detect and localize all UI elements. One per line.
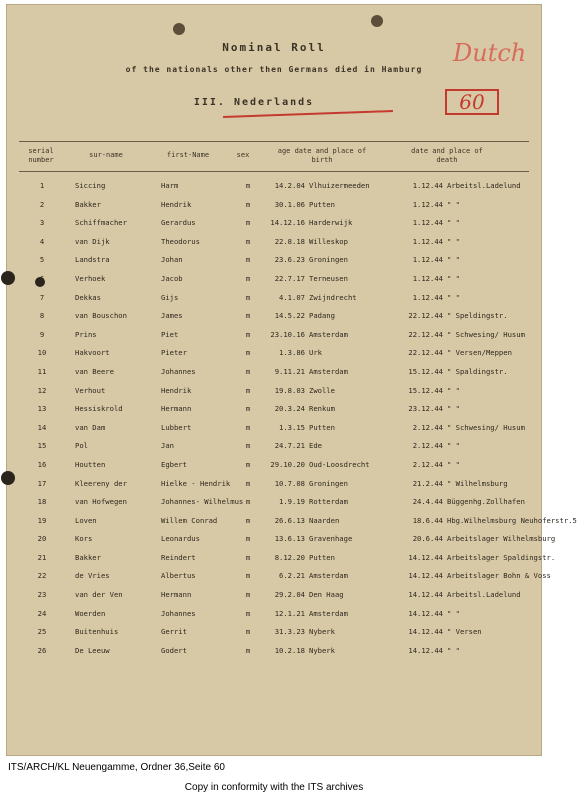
cell-surname: Prins	[75, 329, 97, 339]
page-number-box: 60	[445, 89, 499, 115]
cell-firstname: Hermann	[161, 590, 192, 600]
cell-sex: m	[245, 329, 251, 339]
cell-serial: 16	[37, 459, 47, 469]
cell-birth-date: 31.3.23	[274, 627, 305, 637]
cell-birth-place: Oud-Loosdrecht	[309, 459, 370, 469]
cell-birth-date: 22.8.18	[274, 236, 305, 246]
cell-death-place: " "	[447, 236, 460, 246]
cell-serial: 6	[39, 273, 45, 283]
cell-death-date: 14.12.44	[408, 627, 443, 637]
cell-birth-place: Nyberk	[309, 627, 335, 637]
cell-sex: m	[245, 218, 251, 228]
cell-death-date: 22.12.44	[408, 329, 443, 339]
cell-surname: Dekkas	[75, 292, 101, 302]
table-row	[19, 419, 529, 438]
cell-death-date: 20.6.44	[412, 534, 443, 544]
header-sex: sex	[236, 151, 250, 159]
cell-death-date: 1.12.44	[412, 181, 443, 190]
cell-firstname: Johannes- Wilhelmus	[161, 497, 244, 507]
cell-birth-place: Amsterdam	[309, 571, 348, 581]
cell-firstname: Jacob	[161, 273, 183, 283]
cell-birth-date: 6.2.21	[279, 571, 305, 581]
cell-birth-date: 29.2.04	[274, 590, 305, 600]
cell-serial: 4	[39, 236, 45, 246]
table-row	[19, 512, 577, 531]
table-row	[19, 493, 529, 512]
cell-death-date: 1.12.44	[412, 292, 443, 302]
cell-surname: Siccing	[75, 181, 106, 190]
cell-death-date: 24.4.44	[412, 497, 443, 507]
table-row	[19, 289, 529, 308]
cell-serial: 25	[37, 627, 47, 637]
cell-sex: m	[245, 571, 251, 581]
cell-death-place: " "	[447, 608, 460, 618]
cell-surname: Bakker	[75, 552, 101, 562]
cell-sex: m	[245, 273, 251, 283]
cell-death-place: " "	[447, 255, 460, 265]
cell-firstname: Godert	[161, 645, 187, 655]
binder-mark	[1, 471, 15, 485]
cell-birth-date: 9.11.21	[274, 366, 305, 376]
cell-birth-date: 14.2.04	[274, 181, 305, 190]
cell-sex: m	[245, 292, 251, 302]
cell-birth-date: 10.2.18	[274, 645, 305, 655]
cell-firstname: Hielke - Hendrik	[161, 478, 231, 488]
cell-firstname: Jan	[161, 441, 174, 451]
cell-birth-date: 14.5.22	[274, 311, 305, 321]
cell-death-place: " Spaldingstr.	[447, 366, 508, 376]
cell-surname: Buitenhuis	[75, 627, 119, 637]
table-row	[19, 177, 529, 196]
cell-firstname: Hermann	[161, 404, 192, 414]
cell-serial: 11	[37, 366, 47, 376]
header-rule-top	[19, 141, 529, 142]
cell-birth-date: 26.6.13	[274, 515, 305, 525]
header-death: date and place of death	[411, 147, 483, 164]
cell-birth-date: 1.9.19	[279, 497, 305, 507]
table-row	[19, 586, 529, 605]
red-underline	[223, 110, 393, 118]
cell-death-date: 18.6.44	[412, 515, 443, 525]
cell-surname: van Dijk	[75, 236, 110, 246]
cell-birth-place: Padang	[309, 311, 335, 321]
table-row	[19, 456, 529, 475]
header-surname: sur-name	[89, 151, 123, 159]
document-subtitle: of the nationals other then Germans died in Hamburg	[125, 65, 423, 74]
cell-sex: m	[245, 590, 251, 600]
cell-death-date: 22.12.44	[408, 348, 443, 358]
cell-surname: Hessiskrold	[75, 404, 123, 414]
cell-death-place: " Versen/Meppen	[447, 348, 512, 358]
table-row	[19, 251, 529, 270]
table-row	[19, 437, 529, 456]
table-row	[19, 382, 529, 401]
cell-birth-place: Putten	[309, 199, 335, 209]
cell-serial: 24	[37, 608, 47, 618]
cell-death-place: " Schwesing/ Husum	[447, 329, 525, 339]
cell-death-date: 1.12.44	[412, 236, 443, 246]
cell-sex: m	[245, 478, 251, 488]
cell-firstname: Theodorus	[161, 236, 200, 246]
cell-birth-place: Nyberk	[309, 645, 335, 655]
cell-surname: Woerden	[75, 608, 106, 618]
cell-birth-place: Naarden	[309, 515, 340, 525]
cell-birth-date: 1.3.86	[279, 348, 305, 358]
cell-birth-date: 23.10.16	[270, 329, 305, 339]
cell-birth-place: Harderwijk	[309, 218, 353, 228]
table-row	[19, 642, 529, 661]
dutch-stamp: Dutch	[453, 39, 527, 67]
cell-death-place: " "	[447, 292, 460, 302]
cell-surname: Kleereny der	[75, 478, 127, 488]
cell-death-date: 14.12.44	[408, 608, 443, 618]
cell-death-date: 15.12.44	[408, 385, 443, 395]
header-serial: serial number	[28, 147, 54, 164]
cell-death-place: Arbeitslager Spaldingstr.	[447, 552, 556, 562]
cell-death-place: " "	[447, 218, 460, 228]
cell-serial: 3	[39, 218, 45, 228]
cell-sex: m	[245, 608, 251, 618]
cell-sex: m	[245, 236, 251, 246]
cell-birth-date: 20.3.24	[274, 404, 305, 414]
cell-serial: 1	[39, 181, 45, 190]
cell-serial: 15	[37, 441, 47, 451]
cell-death-place: Arbeitsl.Ladelund	[447, 590, 521, 600]
cell-birth-date: 13.6.13	[274, 534, 305, 544]
cell-sex: m	[245, 199, 251, 209]
cell-surname: van Bouschon	[75, 311, 127, 321]
cell-death-place: " "	[447, 273, 460, 283]
cell-serial: 19	[37, 515, 47, 525]
cell-death-place: " Schwesing/ Husum	[447, 422, 525, 432]
cell-death-date: 14.12.44	[408, 571, 443, 581]
cell-death-place: Büggenhg.Zollhafen	[447, 497, 525, 507]
cell-death-place: " "	[447, 404, 460, 414]
cell-death-place: " Versen	[447, 627, 482, 637]
roll-table	[19, 177, 577, 660]
document-title: Nominal Roll	[222, 41, 326, 54]
cell-surname: van Beere	[75, 366, 114, 376]
header-rule-bottom	[19, 171, 529, 172]
cell-surname: Landstra	[75, 255, 110, 265]
cell-sex: m	[245, 515, 251, 525]
table-row	[19, 623, 529, 642]
table-row	[19, 530, 556, 549]
cell-firstname: Egbert	[161, 459, 187, 469]
punch-hole	[371, 15, 383, 27]
cell-firstname: Willem Conrad	[161, 515, 218, 525]
cell-surname: De Leeuw	[75, 645, 110, 655]
cell-surname: Kors	[75, 534, 93, 544]
table-row	[19, 326, 529, 345]
cell-death-place: " Speldingstr.	[447, 311, 508, 321]
cell-surname: Loven	[75, 515, 97, 525]
cell-firstname: Hendrik	[161, 385, 192, 395]
cell-firstname: Lubbert	[161, 422, 192, 432]
cell-serial: 17	[37, 478, 47, 488]
cell-birth-place: Terneusen	[309, 273, 348, 283]
cell-birth-place: Rotterdam	[309, 497, 348, 507]
cell-birth-place: Gravenhage	[309, 534, 353, 544]
cell-death-date: 1.12.44	[412, 218, 443, 228]
cell-surname: Hakvoort	[75, 348, 110, 358]
cell-death-date: 2.12.44	[412, 459, 443, 469]
cell-birth-date: 12.1.21	[274, 608, 305, 618]
cell-surname: Verhout	[75, 385, 106, 395]
cell-death-date: 1.12.44	[412, 273, 443, 283]
table-row	[19, 233, 529, 252]
cell-death-date: 1.12.44	[412, 255, 443, 265]
cell-sex: m	[245, 422, 251, 432]
cell-firstname: Johannes	[161, 608, 196, 618]
cell-serial: 26	[37, 645, 47, 655]
binder-mark	[1, 271, 15, 285]
cell-death-date: 22.12.44	[408, 311, 443, 321]
cell-birth-place: Ede	[309, 441, 322, 451]
table-row	[19, 214, 529, 233]
cell-sex: m	[245, 255, 251, 265]
cell-sex: m	[245, 181, 251, 190]
cell-sex: m	[245, 645, 251, 655]
cell-surname: van Hofwegen	[75, 497, 127, 507]
cell-death-date: 14.12.44	[408, 552, 443, 562]
cell-death-date: 1.12.44	[412, 199, 443, 209]
cell-serial: 12	[37, 385, 47, 395]
cell-birth-place: Zwijndrecht	[309, 292, 357, 302]
cell-birth-place: Putten	[309, 422, 335, 432]
table-row	[19, 307, 529, 326]
cell-firstname: Johannes	[161, 366, 196, 376]
cell-serial: 20	[37, 534, 47, 544]
table-row	[19, 270, 529, 289]
header-firstname: first-Name	[166, 151, 210, 159]
cell-sex: m	[245, 366, 251, 376]
cell-birth-date: 4.1.07	[279, 292, 305, 302]
cell-firstname: Albertus	[161, 571, 196, 581]
cell-birth-date: 10.7.08	[274, 478, 305, 488]
section-heading: III. Nederlands	[193, 97, 315, 108]
cell-death-date: 21.2.44	[412, 478, 443, 488]
cell-serial: 2	[39, 199, 45, 209]
cell-death-place: " "	[447, 459, 460, 469]
cell-serial: 8	[39, 311, 45, 321]
cell-birth-date: 24.7.21	[274, 441, 305, 451]
cell-birth-place: Amsterdam	[309, 329, 348, 339]
cell-serial: 14	[37, 422, 47, 432]
cell-firstname: Harm	[161, 181, 179, 190]
cell-surname: Schiffmacher	[75, 218, 127, 228]
cell-birth-place: Groningen	[309, 255, 348, 265]
cell-death-place: " "	[447, 441, 460, 451]
cell-death-date: 23.12.44	[408, 404, 443, 414]
table-row	[19, 567, 551, 586]
cell-sex: m	[245, 311, 251, 321]
cell-firstname: Reindert	[161, 552, 196, 562]
cell-death-place: Arbeitsl.Ladelund	[447, 181, 521, 190]
table-row	[19, 605, 529, 624]
cell-serial: 9	[39, 329, 45, 339]
cell-death-date: 2.12.44	[412, 422, 443, 432]
cell-serial: 23	[37, 590, 47, 600]
cell-sex: m	[245, 404, 251, 414]
cell-death-place: " "	[447, 199, 460, 209]
cell-sex: m	[245, 534, 251, 544]
cell-birth-date: 19.8.03	[274, 385, 305, 395]
cell-death-place: Arbeitslager Wilhelmsburg	[447, 534, 556, 544]
cell-birth-place: Putten	[309, 552, 335, 562]
cell-birth-place: Groningen	[309, 478, 348, 488]
document-sheet	[6, 4, 577, 756]
cell-sex: m	[245, 552, 251, 562]
cell-surname: van Dam	[75, 422, 106, 432]
cell-sex: m	[245, 627, 251, 637]
archive-source: ITS/ARCH/KL Neuengamme, Ordner 36,Seite 60	[8, 762, 225, 773]
cell-serial: 18	[37, 497, 47, 507]
cell-birth-place: Amsterdam	[309, 366, 348, 376]
cell-death-place: " "	[447, 385, 460, 395]
cell-surname: Bakker	[75, 199, 101, 209]
cell-serial: 10	[37, 348, 47, 358]
cell-firstname: Gerardus	[161, 218, 196, 228]
cell-birth-place: Vlhuizermeeden	[309, 181, 370, 190]
table-row	[19, 549, 556, 568]
table-row	[19, 475, 529, 494]
cell-sex: m	[245, 385, 251, 395]
cell-serial: 22	[37, 571, 47, 581]
cell-serial: 5	[39, 255, 45, 265]
cell-birth-date: 8.12.20	[274, 552, 305, 562]
cell-death-place: Arbeitslager Bohn & Voss	[447, 571, 551, 581]
cell-birth-date: 22.7.17	[274, 273, 305, 283]
cell-surname: de Vries	[75, 571, 110, 581]
cell-surname: Houtten	[75, 459, 106, 469]
cell-death-place: " Wilhelmsburg	[447, 478, 508, 488]
cell-sex: m	[245, 497, 251, 507]
cell-firstname: Johan	[161, 255, 183, 265]
cell-birth-place: Den Haag	[309, 590, 344, 600]
cell-birth-place: Willeskop	[309, 236, 348, 246]
cell-sex: m	[245, 441, 251, 451]
cell-birth-place: Amsterdam	[309, 608, 348, 618]
archive-note: Copy in conformity with the ITS archives	[184, 782, 364, 793]
cell-death-date: 2.12.44	[412, 441, 443, 451]
cell-birth-place: Urk	[309, 348, 322, 358]
cell-death-date: 14.12.44	[408, 645, 443, 655]
cell-firstname: James	[161, 311, 183, 321]
punch-hole	[173, 23, 185, 35]
cell-firstname: Gerrit	[161, 627, 187, 637]
cell-birth-place: Zwolle	[309, 385, 335, 395]
cell-sex: m	[245, 348, 251, 358]
cell-death-place: " "	[447, 645, 460, 655]
cell-serial: 13	[37, 404, 47, 414]
cell-birth-date: 14.12.16	[270, 218, 305, 228]
cell-firstname: Hendrik	[161, 199, 192, 209]
table-row	[19, 196, 529, 215]
cell-surname: Verhoek	[75, 273, 106, 283]
cell-birth-date: 23.6.23	[274, 255, 305, 265]
cell-surname: Pol	[75, 441, 88, 451]
cell-firstname: Pieter	[161, 348, 187, 358]
cell-death-date: 14.12.44	[408, 590, 443, 600]
table-row	[19, 344, 529, 363]
header-birth: age date and place of birth	[277, 147, 367, 164]
cell-surname: van der Ven	[75, 590, 123, 600]
cell-sex: m	[245, 459, 251, 469]
cell-birth-date: 30.1.06	[274, 199, 305, 209]
cell-firstname: Gijs	[161, 292, 179, 302]
cell-serial: 21	[37, 552, 47, 562]
cell-firstname: Piet	[161, 329, 179, 339]
cell-firstname: Leonardus	[161, 534, 200, 544]
table-row	[19, 400, 529, 419]
cell-serial: 7	[39, 292, 45, 302]
cell-birth-date: 29.10.20	[270, 459, 305, 469]
table-row	[19, 363, 529, 382]
cell-death-place: Hbg.Wilhelmsburg Neuhoferstr.5	[447, 515, 577, 525]
cell-death-date: 15.12.44	[408, 366, 443, 376]
cell-birth-place: Renkum	[309, 404, 335, 414]
cell-birth-date: 1.3.15	[279, 422, 305, 432]
